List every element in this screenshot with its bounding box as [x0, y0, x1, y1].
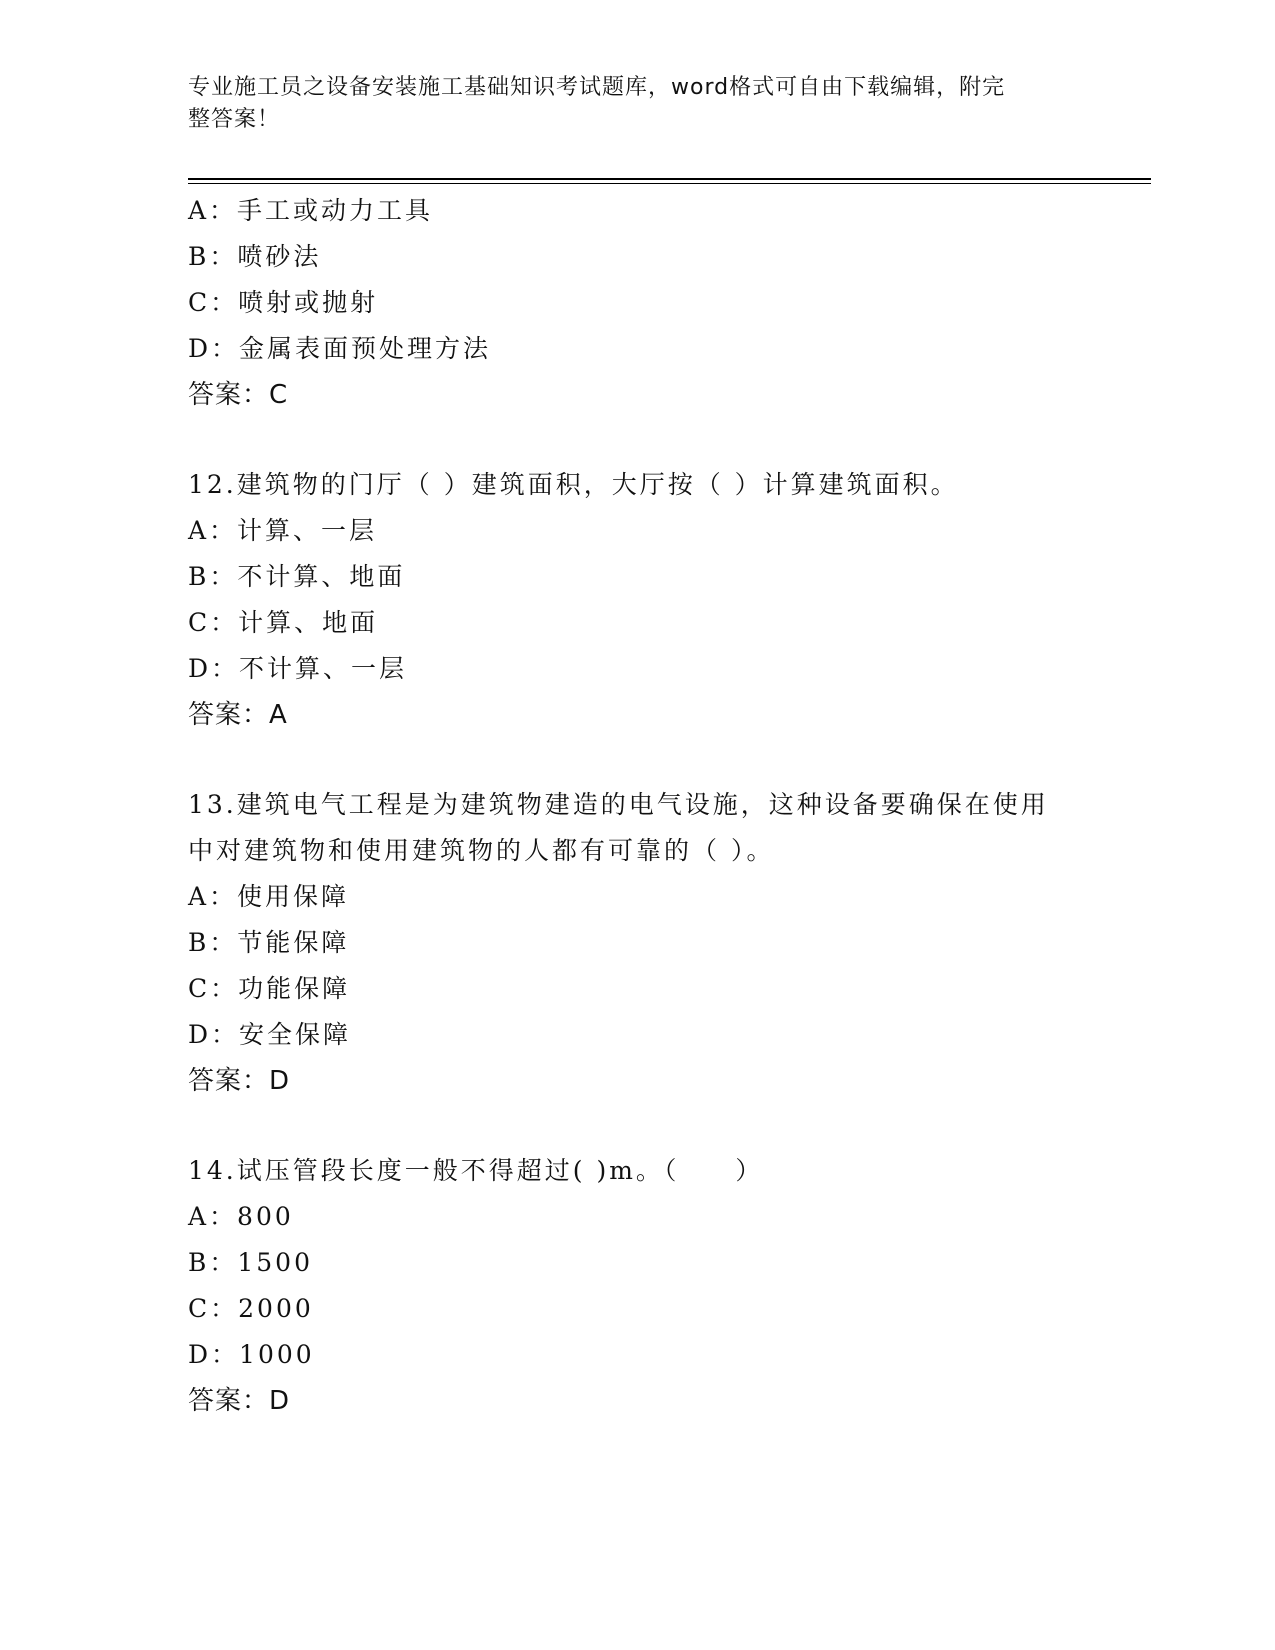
- option-c: C：功能保障: [188, 974, 351, 1003]
- option-d: D：1000: [188, 1340, 315, 1369]
- question-stem-line-2: 中对建筑物和使用建筑物的人都有可靠的（ ）。: [188, 836, 775, 865]
- question-spacer: [188, 1104, 1088, 1148]
- answer-line: 答案：D: [188, 1066, 291, 1096]
- option-c: C：计算、地面: [188, 608, 379, 637]
- option-d: D：不计算、一层: [188, 654, 408, 683]
- option-d: D：金属表面预处理方法: [188, 334, 492, 363]
- option-b: B：不计算、地面: [188, 562, 406, 591]
- header-rule-thick: [188, 178, 1151, 180]
- option-b: B：1500: [188, 1248, 313, 1277]
- question-spacer: [188, 738, 1088, 782]
- question-stem: 14.试压管段长度一般不得超过( )m。（ ）: [188, 1156, 764, 1185]
- question-block-11: [188, 188, 1088, 418]
- question-block-14: [188, 1148, 1088, 1424]
- question-spacer: [188, 418, 1088, 462]
- option-c: C：2000: [188, 1294, 314, 1323]
- option-c: C：喷射或抛射: [188, 288, 379, 317]
- option-a: A：计算、一层: [188, 516, 378, 545]
- header-line-1: 专业施工员之设备安装施工基础知识考试题库，word格式可自由下载编辑，附完: [188, 75, 1006, 100]
- answer-line: 答案：A: [188, 700, 288, 730]
- question-stem: 12.建筑物的门厅（ ）建筑面积，大厅按（ ）计算建筑面积。: [188, 470, 959, 499]
- option-d: D：安全保障: [188, 1020, 352, 1049]
- option-a: A：使用保障: [188, 882, 350, 911]
- option-b: B：喷砂法: [188, 242, 322, 271]
- option-b: B：节能保障: [188, 928, 350, 957]
- option-a: A：800: [188, 1202, 294, 1231]
- question-block-13: [188, 782, 1088, 1104]
- answer-line: 答案：D: [188, 1386, 291, 1416]
- document-header: [188, 72, 1068, 136]
- header-line-2: 整答案！: [188, 107, 281, 132]
- question-list: [188, 188, 1088, 1424]
- header-rule-thin: [188, 183, 1151, 184]
- question-stem-line-1: 13.建筑电气工程是为建筑物建造的电气设施，这种设备要确保在使用: [188, 790, 1049, 819]
- option-a: A：手工或动力工具: [188, 196, 434, 225]
- question-block-12: [188, 462, 1088, 738]
- answer-line: 答案：C: [188, 380, 289, 410]
